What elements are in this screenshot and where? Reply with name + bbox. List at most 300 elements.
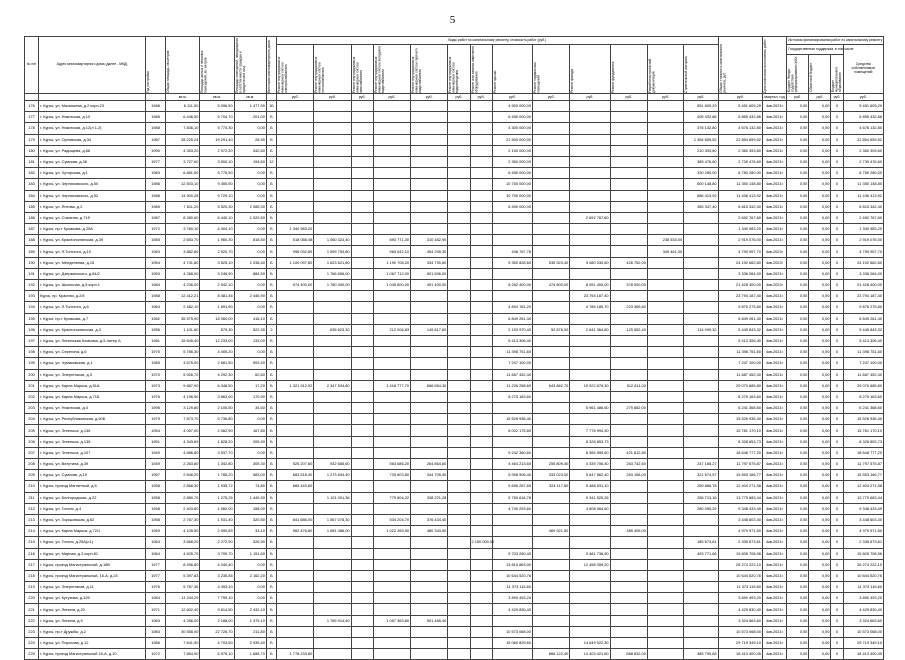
table-cell: 2 739 476,60 bbox=[718, 156, 762, 167]
table-cell: 4кв.2021г bbox=[762, 369, 786, 380]
table-cell bbox=[610, 291, 647, 302]
table-cell bbox=[684, 257, 718, 268]
table-cell bbox=[570, 134, 610, 145]
table-cell: 0,00 bbox=[809, 201, 831, 212]
table-cell bbox=[373, 425, 410, 436]
table-cell: 1 766 656,00 bbox=[314, 268, 351, 279]
table-cell: 0,00 bbox=[787, 347, 809, 358]
table-cell: 10 644 520,76 bbox=[843, 570, 883, 581]
table-cell bbox=[351, 638, 373, 649]
table-cell bbox=[314, 369, 351, 380]
table-cell: 4 799 957,70 bbox=[843, 246, 883, 257]
table-cell: 683 518,40 bbox=[276, 470, 313, 481]
table-cell: 416,10 bbox=[234, 313, 266, 324]
table-row bbox=[25, 526, 884, 537]
table-cell: 6 849 261,40 bbox=[718, 313, 762, 324]
table-cell: 4кв.2021г bbox=[762, 425, 786, 436]
table-cell bbox=[373, 414, 410, 425]
table-cell: 1 275,25 bbox=[200, 492, 234, 503]
table-cell: 1 190 708,20 bbox=[373, 257, 410, 268]
table-cell bbox=[276, 447, 313, 458]
table-cell: 1988 bbox=[145, 123, 165, 134]
table-cell: 2 085,30 bbox=[234, 201, 266, 212]
table-cell: 1984 bbox=[145, 593, 165, 604]
row-number: 207 bbox=[25, 447, 39, 458]
table-cell: 1977 bbox=[145, 570, 165, 581]
table-cell bbox=[314, 391, 351, 402]
table-cell bbox=[314, 481, 351, 492]
table-cell bbox=[314, 224, 351, 235]
table-cell bbox=[647, 168, 683, 179]
table-cell: 211,80 bbox=[234, 626, 266, 637]
table-cell: 258 713,16 bbox=[684, 492, 718, 503]
table-cell: 1 960,30 bbox=[200, 235, 234, 246]
table-cell bbox=[276, 615, 313, 626]
table-cell bbox=[570, 201, 610, 212]
table-cell bbox=[647, 347, 683, 358]
table-cell bbox=[470, 436, 492, 447]
table-row bbox=[25, 615, 884, 626]
table-cell bbox=[492, 436, 532, 447]
table-row bbox=[25, 358, 884, 369]
table-cell bbox=[532, 291, 569, 302]
table-cell: Б bbox=[266, 503, 276, 514]
table-cell: 491 400,00 bbox=[411, 280, 448, 291]
table-row bbox=[25, 425, 884, 436]
table-cell: 0 bbox=[831, 179, 843, 190]
table-cell: 12 458 359,20 bbox=[570, 559, 610, 570]
table-cell: 5 780 618,76 bbox=[492, 492, 532, 503]
table-cell: 223 369,60 bbox=[610, 302, 647, 313]
table-cell bbox=[610, 626, 647, 637]
table-cell: 0,00 bbox=[809, 391, 831, 402]
table-cell: 535 923,40 bbox=[532, 257, 569, 268]
table-cell bbox=[373, 369, 410, 380]
table-cell: 1957 bbox=[145, 470, 165, 481]
table-cell bbox=[684, 391, 718, 402]
table-cell bbox=[351, 145, 373, 156]
table-cell: 0 bbox=[831, 548, 843, 559]
table-cell: 1 045 800,00 bbox=[373, 280, 410, 291]
table-cell bbox=[532, 112, 569, 123]
table-cell bbox=[610, 548, 647, 559]
table-cell: 563 686,20 bbox=[373, 459, 410, 470]
table-cell: 8 275 163,60 bbox=[718, 391, 762, 402]
table-cell bbox=[532, 403, 569, 414]
table-cell bbox=[276, 101, 313, 112]
table-cell: 0,00 bbox=[787, 638, 809, 649]
table-cell bbox=[647, 145, 683, 156]
table-cell: 1985 bbox=[145, 201, 165, 212]
table-cell bbox=[351, 358, 373, 369]
table-cell: Б bbox=[266, 514, 276, 525]
table-cell bbox=[684, 212, 718, 223]
table-cell: 4кв.2021г bbox=[762, 626, 786, 637]
table-cell bbox=[570, 570, 610, 581]
table-cell bbox=[532, 201, 569, 212]
table-cell bbox=[532, 347, 569, 358]
header-deadline: Срок окончания выполнения работ bbox=[762, 39, 767, 93]
table-cell: 5 773,30 bbox=[200, 123, 234, 134]
table-cell: 0,00 bbox=[809, 380, 831, 391]
table-cell: 4кв.2021г bbox=[762, 347, 786, 358]
table-cell bbox=[276, 403, 313, 414]
table-cell: 11 797 575,87 bbox=[843, 459, 883, 470]
units-row bbox=[25, 94, 884, 101]
table-cell bbox=[610, 414, 647, 425]
table-cell: 6 855 432,86 bbox=[843, 112, 883, 123]
table-cell: 5 445 843,32 bbox=[843, 324, 883, 335]
table-cell: 0,00 bbox=[809, 626, 831, 637]
table-cell: 0,00 bbox=[809, 593, 831, 604]
table-cell bbox=[647, 268, 683, 279]
table-cell bbox=[470, 582, 492, 593]
table-cell bbox=[314, 313, 351, 324]
table-cell: 1977 bbox=[145, 559, 165, 570]
table-cell: 4 105,50 bbox=[166, 526, 200, 537]
table-cell: 7 641,90 bbox=[166, 638, 200, 649]
table-cell bbox=[411, 291, 448, 302]
table-cell: 3 663,90 bbox=[200, 391, 234, 402]
table-cell: 1 688,70 bbox=[234, 649, 266, 660]
table-cell bbox=[470, 492, 492, 503]
table-cell: 1 599 754,80 bbox=[314, 246, 351, 257]
page-number: 5 bbox=[449, 14, 456, 26]
table-cell: 0 bbox=[831, 291, 843, 302]
table-cell: 1964 bbox=[145, 537, 165, 548]
table-cell bbox=[492, 615, 532, 626]
table-cell: 4кв.2021г bbox=[762, 470, 786, 481]
table-cell bbox=[448, 380, 470, 391]
table-cell bbox=[351, 492, 373, 503]
table-cell bbox=[448, 145, 470, 156]
table-cell bbox=[532, 369, 569, 380]
table-cell: 4кв.2021г bbox=[762, 134, 786, 145]
table-cell bbox=[470, 212, 492, 223]
table-row bbox=[25, 190, 884, 201]
unit-cell: квартал, год bbox=[764, 95, 785, 99]
table-cell bbox=[373, 582, 410, 593]
table-cell: 0,00 bbox=[234, 280, 266, 291]
table-cell bbox=[314, 212, 351, 223]
table-cell bbox=[411, 156, 448, 167]
table-cell: 4кв.2021г bbox=[762, 179, 786, 190]
table-cell bbox=[351, 649, 373, 660]
unit-cell: кв.м. bbox=[166, 94, 200, 101]
table-cell: 1987 bbox=[145, 212, 165, 223]
table-cell: 4 703,50 bbox=[200, 638, 234, 649]
row-address: г. Курск, ул. Черняховского, д.50 bbox=[39, 179, 146, 190]
table-cell: 666 654,30 bbox=[411, 380, 448, 391]
table-cell: 5 413 306,40 bbox=[718, 335, 762, 346]
table-cell: 1954 bbox=[145, 425, 165, 436]
table-cell bbox=[470, 291, 492, 302]
table-row bbox=[25, 514, 884, 525]
table-cell bbox=[373, 649, 410, 660]
table-cell: 426 752,00 bbox=[610, 257, 647, 268]
table-cell bbox=[610, 514, 647, 525]
header-federal: Государственная поддержка, в том числе bbox=[787, 45, 843, 55]
table-cell: 1975 bbox=[145, 347, 165, 358]
header-total-area: Общая площадь, кв.метров bbox=[166, 50, 171, 93]
table-cell: 9 242 360,60 bbox=[492, 447, 532, 458]
table-cell: 0,00 bbox=[787, 168, 809, 179]
table-cell: 1970 bbox=[145, 369, 165, 380]
table-row bbox=[25, 649, 884, 660]
table-cell bbox=[373, 212, 410, 223]
table-cell bbox=[470, 134, 492, 145]
table-cell: 1982 bbox=[145, 313, 165, 324]
table-cell: 210 393,60 bbox=[684, 145, 718, 156]
table-cell: 4 405,20 bbox=[200, 347, 234, 358]
table-row bbox=[25, 470, 884, 481]
table-body bbox=[25, 101, 884, 660]
row-address: г. Курск, ул. Сумская, д.19 bbox=[39, 470, 146, 481]
row-number: 201 bbox=[25, 380, 39, 391]
row-number: 214 bbox=[25, 526, 39, 537]
table-cell: 3 235,85 bbox=[200, 570, 234, 581]
table-cell: 4кв.2021г bbox=[762, 101, 786, 112]
table-cell bbox=[411, 347, 448, 358]
table-cell bbox=[647, 537, 683, 548]
table-cell: 185 673,61 bbox=[684, 537, 718, 548]
row-address: г. Курск, ул. Энгельса, д.107 bbox=[39, 447, 146, 458]
table-cell: 15 781 170,10 bbox=[718, 425, 762, 436]
table-cell: 0,00 bbox=[809, 358, 831, 369]
table-cell bbox=[351, 481, 373, 492]
table-cell: 1 785,20 bbox=[200, 470, 234, 481]
table-cell: 501 485,40 bbox=[411, 615, 448, 626]
table-cell: 635 623,30 bbox=[314, 324, 351, 335]
row-address: г. Курск, проезд Магистральный, д.16В bbox=[39, 559, 146, 570]
table-cell bbox=[448, 403, 470, 414]
table-row bbox=[25, 537, 884, 548]
table-cell: Б bbox=[266, 626, 276, 637]
table-cell: 385 790,65 bbox=[684, 649, 718, 660]
table-cell: 12 233,00 bbox=[200, 335, 234, 346]
table-cell bbox=[411, 503, 448, 514]
table-cell: 2 653,70 bbox=[166, 235, 200, 246]
table-cell: 4кв.2022г bbox=[762, 280, 786, 291]
table-cell bbox=[448, 324, 470, 335]
table-cell: 2 335 673,61 bbox=[843, 537, 883, 548]
table-cell bbox=[276, 503, 313, 514]
table-cell bbox=[610, 101, 647, 112]
row-address: г. Курск, ул. Янтова, д.2 bbox=[39, 201, 146, 212]
table-cell: Б bbox=[266, 604, 276, 615]
table-cell: 1958 bbox=[145, 492, 165, 503]
row-number: 209 bbox=[25, 470, 39, 481]
table-cell: 2 360 393,60 bbox=[843, 145, 883, 156]
table-cell: 212 006,83 bbox=[373, 324, 410, 335]
table-cell: 1 022 269,50 bbox=[373, 526, 410, 537]
table-cell: 0,00 bbox=[809, 638, 831, 649]
table-cell bbox=[448, 414, 470, 425]
table-cell: 5 961 486,60 bbox=[570, 403, 610, 414]
table-cell bbox=[448, 212, 470, 223]
table-cell bbox=[470, 335, 492, 346]
table-cell bbox=[314, 503, 351, 514]
table-cell: 0,00 bbox=[809, 503, 831, 514]
row-number: 183 bbox=[25, 179, 39, 190]
table-cell: 22 854 659,52 bbox=[718, 134, 762, 145]
table-cell: 4 741,80 bbox=[166, 257, 200, 268]
table-cell bbox=[684, 414, 718, 425]
table-cell: 436 767,78 bbox=[492, 246, 532, 257]
row-number: 184 bbox=[25, 190, 39, 201]
table-cell: 4кв.2021г bbox=[762, 447, 786, 458]
table-cell: 0 bbox=[831, 604, 843, 615]
row-number: 199 bbox=[25, 358, 39, 369]
row-address: г. Курск, ул. Мирная, д.2 корп.81 bbox=[39, 548, 146, 559]
table-cell bbox=[411, 649, 448, 660]
table-cell: Б bbox=[266, 436, 276, 447]
table-cell: 4кв.2021г bbox=[762, 559, 786, 570]
table-cell: 493 771,66 bbox=[684, 548, 718, 559]
table-cell: 1 449,30 bbox=[234, 492, 266, 503]
table-cell: 0,00 bbox=[809, 291, 831, 302]
unit-cell: руб. bbox=[532, 94, 569, 101]
table-cell bbox=[373, 201, 410, 212]
table-cell: 19 605 708,96 bbox=[843, 548, 883, 559]
table-cell bbox=[647, 548, 683, 559]
row-number: 197 bbox=[25, 335, 39, 346]
table-cell: 4кв.2021г bbox=[762, 235, 786, 246]
table-cell: 8 280,60 bbox=[166, 212, 200, 223]
table-cell bbox=[570, 313, 610, 324]
table-cell bbox=[647, 492, 683, 503]
table-cell: 1 935,72 bbox=[200, 481, 234, 492]
table-cell bbox=[570, 168, 610, 179]
table-cell: 8 496,80 bbox=[166, 559, 200, 570]
table-cell: 1 273 834,40 bbox=[314, 470, 351, 481]
table-cell: 2 919 076,00 bbox=[718, 235, 762, 246]
table-cell: 3 882,80 bbox=[166, 246, 200, 257]
table-cell bbox=[570, 224, 610, 235]
table-cell: 579,30 bbox=[200, 324, 234, 335]
table-cell: 11 687 452,40 bbox=[843, 369, 883, 380]
header-work-facade: Ремонт фасада bbox=[570, 68, 575, 93]
table-cell: Б bbox=[266, 335, 276, 346]
table-cell bbox=[684, 224, 718, 235]
table-cell: 23 794 187,40 bbox=[843, 291, 883, 302]
table-cell bbox=[647, 559, 683, 570]
row-number: 200 bbox=[25, 369, 39, 380]
table-cell: 52 876,00 bbox=[532, 324, 569, 335]
table-cell: 0,00 bbox=[234, 414, 266, 425]
table-cell: 263 742,60 bbox=[610, 459, 647, 470]
table-cell: 6 815 342,40 bbox=[718, 201, 762, 212]
unit-cell: руб. bbox=[470, 94, 492, 101]
table-cell bbox=[532, 593, 569, 604]
table-cell: 34,50 bbox=[234, 403, 266, 414]
table-cell: 2 403,80 bbox=[166, 503, 200, 514]
row-address: г. Курск, ул. Хуторская, д.1 bbox=[39, 168, 146, 179]
table-cell bbox=[470, 503, 492, 514]
table-cell: 1983 bbox=[145, 168, 165, 179]
table-cell: 28 225,24 bbox=[166, 134, 200, 145]
table-cell: 6 849 261,40 bbox=[492, 313, 532, 324]
row-number: 221 bbox=[25, 604, 39, 615]
table-row bbox=[25, 302, 884, 313]
table-cell bbox=[532, 514, 569, 525]
table-cell: 28,90 bbox=[234, 134, 266, 145]
table-cell bbox=[351, 201, 373, 212]
table-cell: 0,00 bbox=[809, 649, 831, 660]
row-number: 180 bbox=[25, 145, 39, 156]
table-cell: 4кв.2021г bbox=[762, 201, 786, 212]
table-cell bbox=[411, 302, 448, 313]
table-cell: 167,80 bbox=[234, 425, 266, 436]
table-cell bbox=[351, 570, 373, 581]
unit-cell: руб. bbox=[276, 94, 313, 101]
table-cell bbox=[610, 425, 647, 436]
table-cell: 3 324 663,60 bbox=[718, 615, 762, 626]
row-address: г. Курск, пр-т Кулакова, д.7 bbox=[39, 313, 146, 324]
table-cell bbox=[448, 134, 470, 145]
table-row bbox=[25, 145, 884, 156]
table-cell bbox=[610, 582, 647, 593]
table-cell bbox=[684, 347, 718, 358]
table-cell: 0,00 bbox=[809, 246, 831, 257]
table-cell bbox=[411, 425, 448, 436]
table-cell bbox=[314, 179, 351, 190]
table-cell: 962 476,80 bbox=[276, 526, 313, 537]
row-number: 219 bbox=[25, 582, 39, 593]
table-cell bbox=[570, 246, 610, 257]
table-cell: 4 286,00 bbox=[166, 615, 200, 626]
table-cell: 5 413 306,40 bbox=[843, 335, 883, 346]
table-cell bbox=[351, 447, 373, 458]
row-number: 181 bbox=[25, 156, 39, 167]
table-cell bbox=[411, 145, 448, 156]
table-cell: 10 922 878,30 bbox=[570, 380, 610, 391]
table-cell: 4кв.2021г bbox=[762, 414, 786, 425]
table-cell bbox=[351, 414, 373, 425]
table-cell: 1951 bbox=[145, 436, 165, 447]
table-cell: 0,00 bbox=[809, 235, 831, 246]
table-cell bbox=[351, 391, 373, 402]
table-row bbox=[25, 224, 884, 235]
table-cell bbox=[373, 224, 410, 235]
row-number: 215 bbox=[25, 537, 39, 548]
table-cell: 1 375,10 bbox=[234, 615, 266, 626]
header-work-gas: Ремонт внутридомовых инженерных систем газоснабжения bbox=[351, 56, 363, 93]
table-cell bbox=[314, 626, 351, 637]
table-cell bbox=[610, 201, 647, 212]
table-cell: 29 719 349,10 bbox=[843, 638, 883, 649]
table-cell bbox=[684, 403, 718, 414]
table-cell: 0,00 bbox=[809, 134, 831, 145]
table-cell bbox=[276, 347, 313, 358]
table-cell bbox=[448, 481, 470, 492]
table-cell: 19 291,40 bbox=[200, 134, 234, 145]
table-cell: 0 bbox=[831, 492, 843, 503]
table-cell: 1 477,90 bbox=[234, 101, 266, 112]
table-cell: 0 bbox=[831, 224, 843, 235]
table-cell: 6 241 368,60 bbox=[718, 403, 762, 414]
table-cell: 0,00 bbox=[809, 313, 831, 324]
table-cell: 10 644 520,76 bbox=[492, 570, 532, 581]
table-cell bbox=[610, 615, 647, 626]
table-cell bbox=[610, 168, 647, 179]
table-cell: 3 668,20 bbox=[166, 537, 200, 548]
table-cell: 35 575,90 bbox=[166, 313, 200, 324]
table-cell bbox=[470, 447, 492, 458]
table-cell: 0 bbox=[831, 537, 843, 548]
table-cell: 2 641 364,80 bbox=[570, 324, 610, 335]
table-cell: 405 432,86 bbox=[684, 112, 718, 123]
